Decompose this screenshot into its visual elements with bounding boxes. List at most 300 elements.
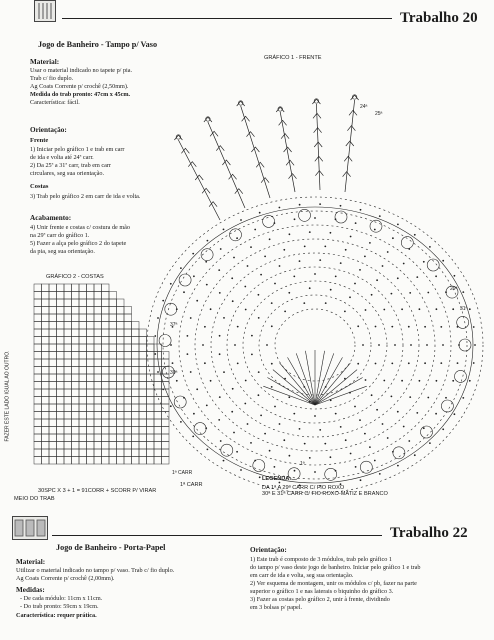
stitch-dot: [401, 308, 403, 310]
stitch-dot: [245, 380, 247, 382]
stitch-dot: [394, 344, 396, 346]
filet-cell: [132, 322, 140, 330]
filet-cell: [109, 382, 117, 390]
filet-cell: [117, 352, 125, 360]
filet-cell: [57, 412, 65, 420]
legenda-line: DA 1ª A 29ª CARR C/ FIO ROXO: [262, 485, 345, 491]
filet-cell: [64, 449, 72, 457]
filet-cell: [49, 382, 57, 390]
filet-cell: [154, 457, 162, 465]
frente-line: 2) Da 25ª a 31ª carr, trab em carr: [30, 162, 111, 169]
stitch-dot: [231, 277, 233, 279]
filet-cell: [72, 292, 80, 300]
stitch-dot: [309, 231, 311, 233]
stitch-dot: [397, 224, 399, 226]
filet-cell: [117, 382, 125, 390]
legenda-line: 30ª E 31ª CARR C/ FIO ROXO-MATIZ E BRANCO: [262, 491, 388, 497]
filet-cell: [49, 292, 57, 300]
filet-cell: [124, 449, 132, 457]
filet-cell: [94, 449, 102, 457]
filet-cell: [94, 457, 102, 465]
filet-grid: [34, 284, 169, 464]
filet-cell: [57, 404, 65, 412]
filet-cell: [72, 299, 80, 307]
stitch-dot: [223, 229, 225, 231]
stitch-dot: [454, 275, 456, 277]
stitch-dot: [233, 257, 235, 259]
filet-cell: [42, 329, 50, 337]
filet-cell: [94, 284, 102, 292]
filet-cell: [94, 352, 102, 360]
filet-cell: [49, 352, 57, 360]
stitch-dot: [219, 335, 221, 337]
filet-cell: [57, 427, 65, 435]
stitch-dot: [375, 326, 377, 328]
orientacao-line: em carr de ida e volta, seg sua orientação.: [250, 572, 354, 579]
stitch-dot: [403, 263, 405, 265]
scallop-loop: [393, 447, 405, 459]
filet-cell: [87, 292, 95, 300]
filet-cell: [94, 292, 102, 300]
filet-cell: [139, 434, 147, 442]
filet-cell: [42, 382, 50, 390]
stitch-dot: [383, 380, 385, 382]
frente-heading: Frente: [30, 137, 49, 144]
filet-cell: [154, 412, 162, 420]
stitch-dot: [245, 309, 247, 311]
filet-cell: [124, 419, 132, 427]
spray-stem: [280, 112, 295, 192]
filet-cell: [102, 382, 110, 390]
stitch-dot: [457, 362, 459, 364]
stitch-dot: [355, 466, 357, 468]
filet-cell: [109, 322, 117, 330]
filet-cell: [117, 457, 125, 465]
stitch-dot: [251, 354, 253, 356]
filet-cell: [79, 329, 87, 337]
filet-cell: [79, 404, 87, 412]
stitch-dot: [293, 276, 295, 278]
filet-cell: [94, 359, 102, 367]
stitch-dot: [223, 317, 225, 319]
project-title-2: Jogo de Banheiro - Porta-Papel: [56, 543, 166, 552]
filet-cell: [162, 442, 170, 450]
stitch-dot: [190, 371, 192, 373]
stitch-dot: [387, 251, 389, 253]
filet-cell: [147, 397, 155, 405]
filet-cell: [147, 359, 155, 367]
stitch-dot: [335, 276, 337, 278]
stitch-dot: [419, 308, 421, 310]
stitch-dot: [206, 405, 208, 407]
filet-cell: [109, 412, 117, 420]
filet-cell: [87, 374, 95, 382]
filet-cell: [49, 329, 57, 337]
row-number: 25ª: [375, 111, 383, 117]
round-ring: [163, 211, 467, 479]
filet-cell: [102, 299, 110, 307]
stitch-dot: [391, 363, 393, 365]
filet-cell: [124, 382, 132, 390]
stitch-dot: [426, 344, 428, 346]
filet-cell: [57, 307, 65, 315]
filet-cell: [64, 299, 72, 307]
stitch-dot: [354, 283, 356, 285]
row-numbers: [300, 104, 468, 467]
material-list-2: [16, 567, 174, 583]
legenda-list: [262, 485, 388, 497]
center-spoke: [267, 378, 315, 406]
filet-cell: [57, 449, 65, 457]
filet-cell: [124, 344, 132, 352]
filet-cell: [34, 314, 42, 322]
stitch-dot: [314, 415, 316, 417]
stitch-dot: [271, 386, 273, 388]
filet-cell: [64, 367, 72, 375]
filet-cell: [57, 284, 65, 292]
filet-cell: [132, 359, 140, 367]
filet-cell: [42, 449, 50, 457]
filet-cell: [34, 307, 42, 315]
filet-cell: [102, 284, 110, 292]
stitch-dot: [250, 442, 252, 444]
filet-cell: [57, 434, 65, 442]
stitch-dot: [364, 433, 366, 435]
filet-cell: [154, 419, 162, 427]
filet-cell: [102, 389, 110, 397]
filet-cell: [64, 292, 72, 300]
filet-cell: [64, 307, 72, 315]
stitch-dot: [240, 219, 242, 221]
stitch-dot: [360, 479, 362, 481]
filet-cell: [94, 397, 102, 405]
stitch-dot: [365, 309, 367, 311]
filet-cell: [34, 382, 42, 390]
stitch-dot: [251, 335, 253, 337]
filet-cell: [109, 404, 117, 412]
filet-cell: [42, 427, 50, 435]
stitch-dot: [350, 236, 352, 238]
stitch-dot: [309, 457, 311, 459]
filet-cell: [87, 322, 95, 330]
filet-cell: [79, 397, 87, 405]
stitch-dot: [391, 293, 393, 295]
grafico1-diagram: [150, 60, 470, 480]
filet-cell: [94, 322, 102, 330]
filet-cell: [42, 284, 50, 292]
outer-scallop-ring: [157, 207, 473, 483]
stitch-dot: [349, 392, 351, 394]
filet-cell: [162, 389, 170, 397]
stitch-dot: [237, 363, 239, 365]
stitch-dot: [232, 300, 234, 302]
stitch-dot: [359, 419, 361, 421]
orientacao-line: 3) Fazer as costas pelo gráfico 2, unir à frente, dividindo: [250, 596, 390, 603]
stitch-dot: [190, 317, 192, 319]
filet-cell: [102, 442, 110, 450]
filet-cell: [87, 442, 95, 450]
filet-cell: [139, 397, 147, 405]
stitch-dot: [219, 292, 221, 294]
filet-cell: [147, 434, 155, 442]
filet-cell: [79, 412, 87, 420]
material-line: Característica: fácil.: [30, 99, 80, 106]
costas-list: [30, 193, 140, 201]
stitch-dot: [202, 344, 204, 346]
filet-cell: [139, 389, 147, 397]
filet-cell: [102, 457, 110, 465]
filet-cell: [64, 337, 72, 345]
stitch-dot: [364, 256, 366, 258]
orientacao-line: 1) Este trab é composto de 3 módulos, trab pelo gráfico 1: [250, 556, 392, 563]
filet-cell: [87, 367, 95, 375]
spray-stem: [208, 122, 245, 208]
row-number: 31ª: [460, 306, 468, 312]
stitch-dot: [409, 292, 411, 294]
filet-cell: [102, 449, 110, 457]
stitch-dot: [408, 248, 410, 250]
stitch-dot: [335, 470, 337, 472]
stitch-dot: [369, 446, 371, 448]
stitch-dot: [345, 249, 347, 251]
filet-cell: [102, 359, 110, 367]
stitch-dot: [266, 344, 268, 346]
filet-cell: [34, 442, 42, 450]
stitch-dot: [234, 344, 236, 346]
filet-cell: [102, 322, 110, 330]
filet-cell: [42, 457, 50, 465]
stitch-dot: [304, 246, 306, 248]
filet-cell: [117, 412, 125, 420]
stitch-dot: [335, 218, 337, 220]
filet-cell: [72, 442, 80, 450]
stitch-dot: [350, 453, 352, 455]
filet-cell: [72, 374, 80, 382]
filet-cell: [102, 434, 110, 442]
filet-cell: [94, 374, 102, 382]
filet-cell: [57, 419, 65, 427]
stitch-dot: [378, 344, 380, 346]
filet-cell: [79, 382, 87, 390]
stitch-dot: [196, 388, 198, 390]
stitch-dot: [210, 308, 212, 310]
stitch-dot: [369, 242, 371, 244]
stitch-dot: [376, 279, 378, 281]
stitch-dot: [196, 300, 198, 302]
stitch-dot: [423, 427, 425, 429]
filet-cell: [139, 412, 147, 420]
filet-cell: [117, 442, 125, 450]
filet-cell: [102, 419, 110, 427]
filet-cell: [154, 374, 162, 382]
stitch-dot: [274, 406, 276, 408]
filet-cell: [64, 434, 72, 442]
filet-cell: [124, 337, 132, 345]
filet-cell: [109, 344, 117, 352]
filet-cell: [72, 367, 80, 375]
filet-cell: [162, 352, 170, 360]
filet-cell: [42, 314, 50, 322]
filet-cell: [117, 337, 125, 345]
stitch-dot: [264, 433, 266, 435]
filet-cell: [94, 442, 102, 450]
filet-cell: [162, 412, 170, 420]
filet-cell: [64, 404, 72, 412]
stitch-dot: [192, 253, 194, 255]
filet-cell: [117, 299, 125, 307]
stitch-dot: [382, 423, 384, 425]
filet-cell: [117, 374, 125, 382]
stitch-dot: [436, 380, 438, 382]
stitch-dot: [283, 439, 285, 441]
medidas-list: [20, 595, 102, 611]
stitch-dot: [442, 428, 444, 430]
grid-row-mark: 1ª CARR: [172, 470, 193, 476]
filet-cell: [72, 314, 80, 322]
filet-cell: [34, 299, 42, 307]
center-spoke: [315, 378, 363, 406]
costas-heading: Costas: [30, 183, 49, 190]
filet-cell: [132, 397, 140, 405]
stitch-dot: [349, 296, 351, 298]
material-heading-2: Material:: [16, 558, 46, 566]
stitch-dot: [258, 294, 260, 296]
filet-cell: [87, 412, 95, 420]
filet-cell: [94, 382, 102, 390]
filet-cell: [102, 412, 110, 420]
filet-cell: [132, 367, 140, 375]
filet-cell: [42, 359, 50, 367]
filet-cell: [117, 307, 125, 315]
filet-cell: [72, 412, 80, 420]
stitch-dot: [271, 302, 273, 304]
filet-cell: [139, 329, 147, 337]
stitch-dot: [357, 325, 359, 327]
stitch-dot: [284, 311, 286, 313]
filet-cell: [102, 307, 110, 315]
grafico2-title: GRÁFICO 2 - COSTAS: [46, 274, 104, 280]
filet-cell: [117, 367, 125, 375]
filet-cell: [124, 307, 132, 315]
filet-cell: [49, 442, 57, 450]
filet-cell: [87, 397, 95, 405]
stitch-dot: [340, 205, 342, 207]
stitch-dot: [236, 451, 238, 453]
filet-cell: [49, 337, 57, 345]
stitch-dot: [223, 371, 225, 373]
filet-cell: [72, 419, 80, 427]
stitch-dot: [218, 419, 220, 421]
filet-cell: [139, 427, 147, 435]
filet-cell: [79, 344, 87, 352]
stitch-dot: [344, 378, 346, 380]
filet-cell: [42, 292, 50, 300]
filet-cell: [64, 382, 72, 390]
stitch-dot: [340, 426, 342, 428]
scallop-loop: [221, 444, 233, 456]
stitch-dot: [454, 413, 456, 415]
stitch-dot: [397, 465, 399, 467]
filet-cell: [124, 434, 132, 442]
stitch-dot: [345, 439, 347, 441]
stitch-dot: [362, 344, 364, 346]
stitch-dot: [288, 292, 290, 294]
filet-cell: [72, 322, 80, 330]
filet-cell: [109, 427, 117, 435]
filet-cell: [109, 434, 117, 442]
filet-cell: [94, 412, 102, 420]
stitch-dot: [442, 344, 444, 346]
stitch-dot: [325, 302, 327, 304]
filet-cell: [132, 344, 140, 352]
filet-cell: [102, 314, 110, 322]
filet-cell: [49, 457, 57, 465]
filet-cell: [162, 427, 170, 435]
filet-cell: [162, 359, 170, 367]
filet-cell: [42, 374, 50, 382]
filet-cell: [147, 382, 155, 390]
filet-cell: [34, 359, 42, 367]
filet-cell: [57, 374, 65, 382]
medidas-heading: Medidas:: [16, 586, 45, 594]
filet-cell: [57, 352, 65, 360]
filet-cell: [57, 359, 65, 367]
stitch-dot: [232, 388, 234, 390]
stitch-dot: [269, 450, 271, 452]
filet-cell: [34, 427, 42, 435]
stitch-dot: [436, 308, 438, 310]
stitch-dot: [240, 469, 242, 471]
grafico2-side-note: FAZER ESTE LADO IGUAL AO OUTRO.: [4, 350, 11, 442]
filet-cell: [87, 329, 95, 337]
stitch-dot: [374, 460, 376, 462]
filet-cell: [34, 457, 42, 465]
scallop-loop: [263, 215, 275, 227]
filet-cell: [124, 457, 132, 465]
scallop-loop: [299, 209, 311, 221]
stitch-dot: [233, 432, 235, 434]
filet-cell: [79, 389, 87, 397]
stitch-dot: [309, 287, 311, 289]
filet-cell: [72, 284, 80, 292]
filet-cell: [154, 382, 162, 390]
filet-cell: [72, 359, 80, 367]
filet-cell: [147, 442, 155, 450]
stitch-dot: [279, 423, 281, 425]
filet-cell: [42, 397, 50, 405]
frente-line: de ida e volta até 24ª carr.: [30, 154, 94, 161]
filet-cell: [94, 314, 102, 322]
filet-cell: [79, 292, 87, 300]
stitch-dot: [309, 401, 311, 403]
stitch-dot: [424, 362, 426, 364]
stitch-dot: [314, 273, 316, 275]
stitch-dot: [391, 396, 393, 398]
filet-cell: [147, 389, 155, 397]
filet-cell: [94, 344, 102, 352]
filet-cell: [102, 292, 110, 300]
filet-cell: [34, 337, 42, 345]
filet-cell: [49, 344, 57, 352]
stitch-dot: [207, 240, 209, 242]
stitch-dot: [379, 473, 381, 475]
filet-cell: [162, 419, 170, 427]
stitch-dot: [236, 237, 238, 239]
filet-cell: [162, 434, 170, 442]
stitch-dot: [206, 284, 208, 286]
filet-cell: [57, 292, 65, 300]
filet-cell: [49, 404, 57, 412]
